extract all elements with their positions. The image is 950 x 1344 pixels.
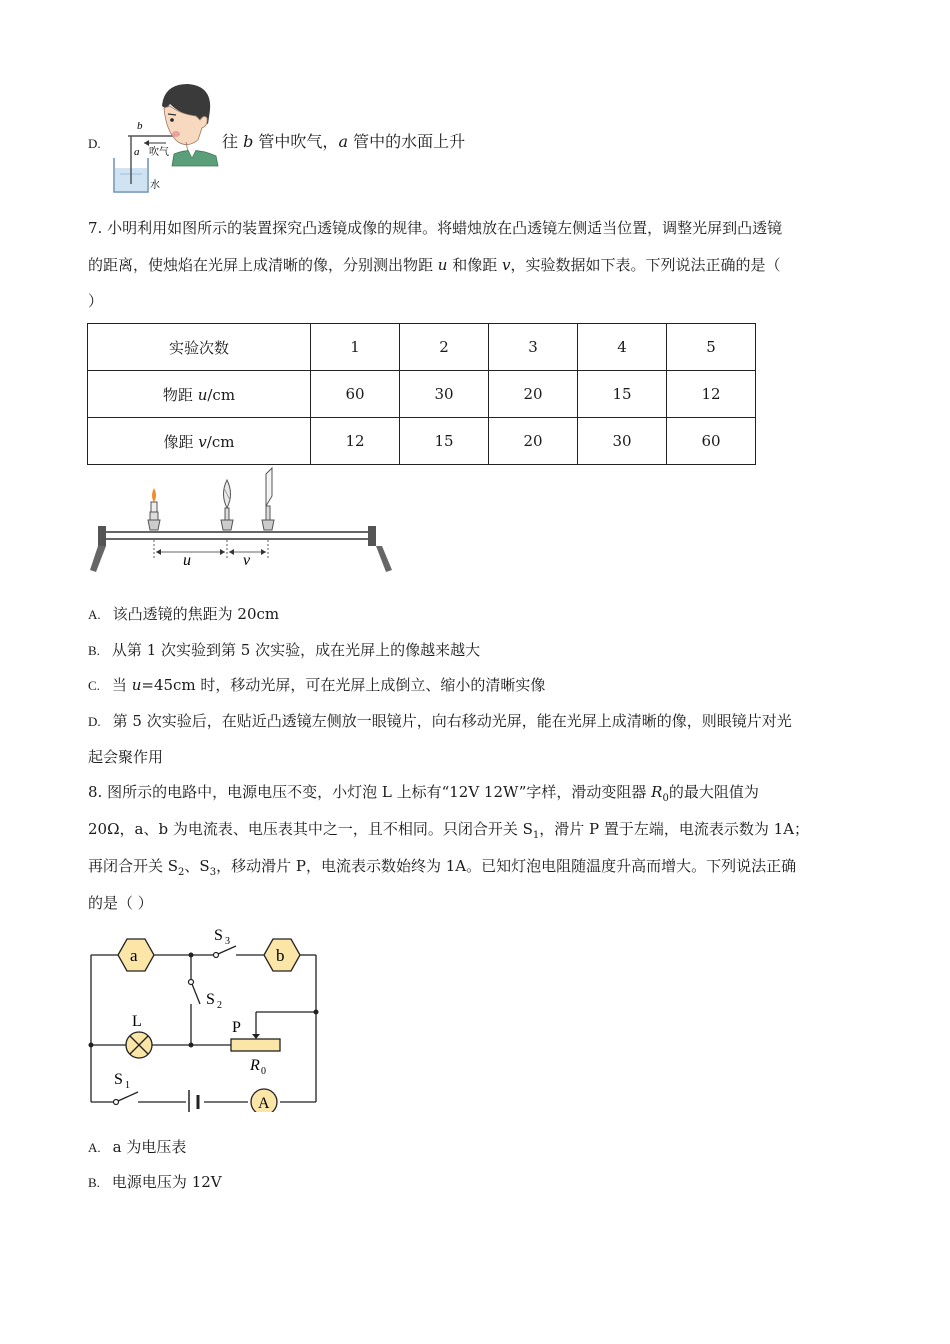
experiment-data-table bbox=[87, 323, 756, 465]
air-arrow-head bbox=[144, 140, 149, 146]
junction-dot bbox=[89, 1043, 94, 1048]
q7-option-a bbox=[88, 604, 279, 625]
text-part: 往 bbox=[222, 132, 244, 151]
junction-dot bbox=[314, 1010, 319, 1015]
var-u: u bbox=[197, 385, 208, 404]
option-letter: A. bbox=[88, 1140, 101, 1155]
table-header-cell bbox=[88, 371, 311, 418]
option-text: 从第 1 次实验到第 5 次实验，成在光屏上的像越来越大 bbox=[111, 641, 481, 659]
option-letter: B. bbox=[88, 1175, 100, 1190]
text-part: 8. 图所示的电路中，电源电压不变，小灯泡 L 上标有“12V 12W”字样，滑动变阻器 bbox=[88, 783, 652, 801]
table-header-cell bbox=[88, 418, 311, 465]
q8-stem-line2 bbox=[88, 819, 809, 846]
label-meter-a: a bbox=[130, 946, 138, 965]
battery bbox=[189, 1090, 198, 1112]
bench-end-right bbox=[368, 526, 376, 546]
table-cell: 1 bbox=[311, 324, 400, 371]
label-meter-b: b bbox=[276, 946, 285, 965]
label-u: u bbox=[183, 552, 191, 569]
label-a: a bbox=[134, 146, 140, 158]
text-part: 20Ω，a、b 为电流表、电压表其中之一，且不相同。只闭合开关 S bbox=[88, 820, 533, 838]
blowing-tube-figure bbox=[104, 80, 220, 195]
text-part: 当 bbox=[111, 676, 132, 694]
q7-stem-line3: ） bbox=[88, 292, 104, 310]
boy-illustration bbox=[162, 84, 218, 166]
label-rheostat-sub: 0 bbox=[261, 1066, 266, 1077]
label-slider-p: P bbox=[232, 1019, 241, 1036]
q7-stem-line2 bbox=[88, 255, 781, 275]
label-v: v bbox=[243, 552, 251, 569]
q7-option-b bbox=[88, 640, 480, 661]
option-letter: A. bbox=[88, 607, 101, 622]
table-row bbox=[88, 371, 756, 418]
switch-s3 bbox=[214, 927, 237, 958]
text-part: 、S bbox=[184, 857, 210, 875]
text-part: /cm bbox=[207, 385, 236, 404]
slider-arrow bbox=[252, 1034, 260, 1039]
subscript: 1 bbox=[532, 830, 540, 841]
subscript: 3 bbox=[209, 867, 217, 878]
switch-s2 bbox=[189, 980, 223, 1012]
label-blow: 吹气 bbox=[149, 147, 169, 158]
table-cell: 15 bbox=[578, 371, 667, 418]
text-part: 再闭合开关 S bbox=[88, 857, 179, 875]
text-part: ，滑片 P 置于左端，电流表示数为 1A； bbox=[539, 820, 810, 838]
var-v: v bbox=[502, 256, 511, 274]
text-part: ，实验数据如下表。下列说法正确的是（ bbox=[510, 256, 781, 274]
optical-bench-figure bbox=[86, 466, 396, 576]
q7-option-c bbox=[88, 675, 545, 696]
table-header-cell: 实验次数 bbox=[88, 324, 311, 371]
label-ammeter: A bbox=[258, 1095, 270, 1112]
option-letter: D. bbox=[88, 714, 101, 729]
label-s1: S bbox=[114, 1071, 123, 1088]
option-letter: B. bbox=[88, 643, 100, 658]
label-s2-sub: 2 bbox=[217, 1000, 222, 1011]
label-water: 水 bbox=[150, 180, 160, 191]
text-part: 和像距 bbox=[447, 256, 502, 274]
option-letter: D. bbox=[88, 136, 101, 151]
var-v: v bbox=[198, 432, 207, 451]
table-row bbox=[88, 324, 756, 371]
var-u: u bbox=[437, 256, 448, 274]
junction-dot bbox=[189, 1043, 194, 1048]
text-part: =45cm 时，移动光屏，可在光屏上成倒立、缩小的清晰实像 bbox=[141, 676, 546, 694]
label-rheostat: R bbox=[250, 1057, 260, 1074]
subscript: 2 bbox=[178, 867, 185, 878]
table-cell: 20 bbox=[489, 418, 578, 465]
text-part: 管中的水面上升 bbox=[347, 132, 466, 151]
text-part: 物距 bbox=[162, 385, 198, 404]
q8-option-b bbox=[88, 1172, 222, 1193]
q8-stem-line1 bbox=[88, 782, 759, 809]
text-part: 像距 bbox=[163, 432, 199, 451]
var-a: a bbox=[338, 132, 348, 151]
label-b: b bbox=[137, 120, 143, 132]
text-part: ，移动滑片 P，电流表示数始终为 1A。已知灯泡电阻随温度升高而增大。下列说法正确 bbox=[216, 857, 797, 875]
option-text: 第 5 次实验后，在贴近凸透镜左侧放一眼镜片，向右移动光屏，能在光屏上成清晰的像，则眼镜片对光 bbox=[112, 712, 792, 730]
option-text: 电源电压为 12V bbox=[111, 1173, 222, 1191]
q7-option-d-line2: 起会聚作用 bbox=[88, 748, 164, 766]
switch-s1 bbox=[114, 1071, 139, 1105]
q8-stem-line3 bbox=[88, 856, 796, 883]
label-s1-sub: 1 bbox=[125, 1080, 130, 1091]
table-cell: 30 bbox=[400, 371, 489, 418]
q8-stem-line4: 的是（ ） bbox=[88, 894, 153, 912]
table-cell: 4 bbox=[578, 324, 667, 371]
label-lamp: L bbox=[132, 1013, 142, 1030]
q7-stem-line1: 7. 小明利用如图所示的装置探究凸透镜成像的规律。将蜡烛放在凸透镜左侧适当位置，调整光屏到凸透镜 bbox=[88, 219, 783, 237]
text-part: /cm bbox=[206, 432, 235, 451]
option-text: a 为电压表 bbox=[112, 1138, 187, 1156]
table-cell: 60 bbox=[311, 371, 400, 418]
table-cell: 2 bbox=[400, 324, 489, 371]
subscript: 0 bbox=[662, 793, 669, 804]
label-s3-sub: 3 bbox=[225, 936, 230, 947]
var-b: b bbox=[243, 132, 254, 151]
q8-option-a bbox=[88, 1137, 186, 1158]
text-part: 的距离，使烛焰在光屏上成清晰的像，分别测出物距 bbox=[88, 256, 438, 274]
bench-end-left bbox=[98, 526, 106, 546]
label-s2: S bbox=[206, 991, 215, 1008]
var-u: u bbox=[131, 676, 142, 694]
option-letter: C. bbox=[88, 678, 100, 693]
var-r: R bbox=[651, 783, 663, 801]
q6-option-d-text bbox=[222, 132, 465, 152]
text-part: 的最大阻值为 bbox=[668, 783, 759, 801]
table-cell: 5 bbox=[667, 324, 756, 371]
meter-b bbox=[264, 939, 300, 971]
option-text: 该凸透镜的焦距为 20cm bbox=[112, 605, 280, 623]
table-cell: 12 bbox=[311, 418, 400, 465]
table-cell: 30 bbox=[578, 418, 667, 465]
q7-option-d bbox=[88, 711, 792, 732]
lamp-l bbox=[126, 1013, 152, 1058]
meter-a bbox=[118, 939, 154, 971]
ammeter bbox=[251, 1089, 277, 1112]
table-cell: 15 bbox=[400, 418, 489, 465]
circuit-diagram bbox=[86, 922, 326, 1112]
table-cell: 20 bbox=[489, 371, 578, 418]
label-s3: S bbox=[214, 927, 223, 944]
junction-dot bbox=[189, 953, 194, 958]
table-row bbox=[88, 418, 756, 465]
table-cell: 12 bbox=[667, 371, 756, 418]
table-cell: 60 bbox=[667, 418, 756, 465]
text-part: 管中吹气， bbox=[253, 132, 339, 151]
table-cell: 3 bbox=[489, 324, 578, 371]
